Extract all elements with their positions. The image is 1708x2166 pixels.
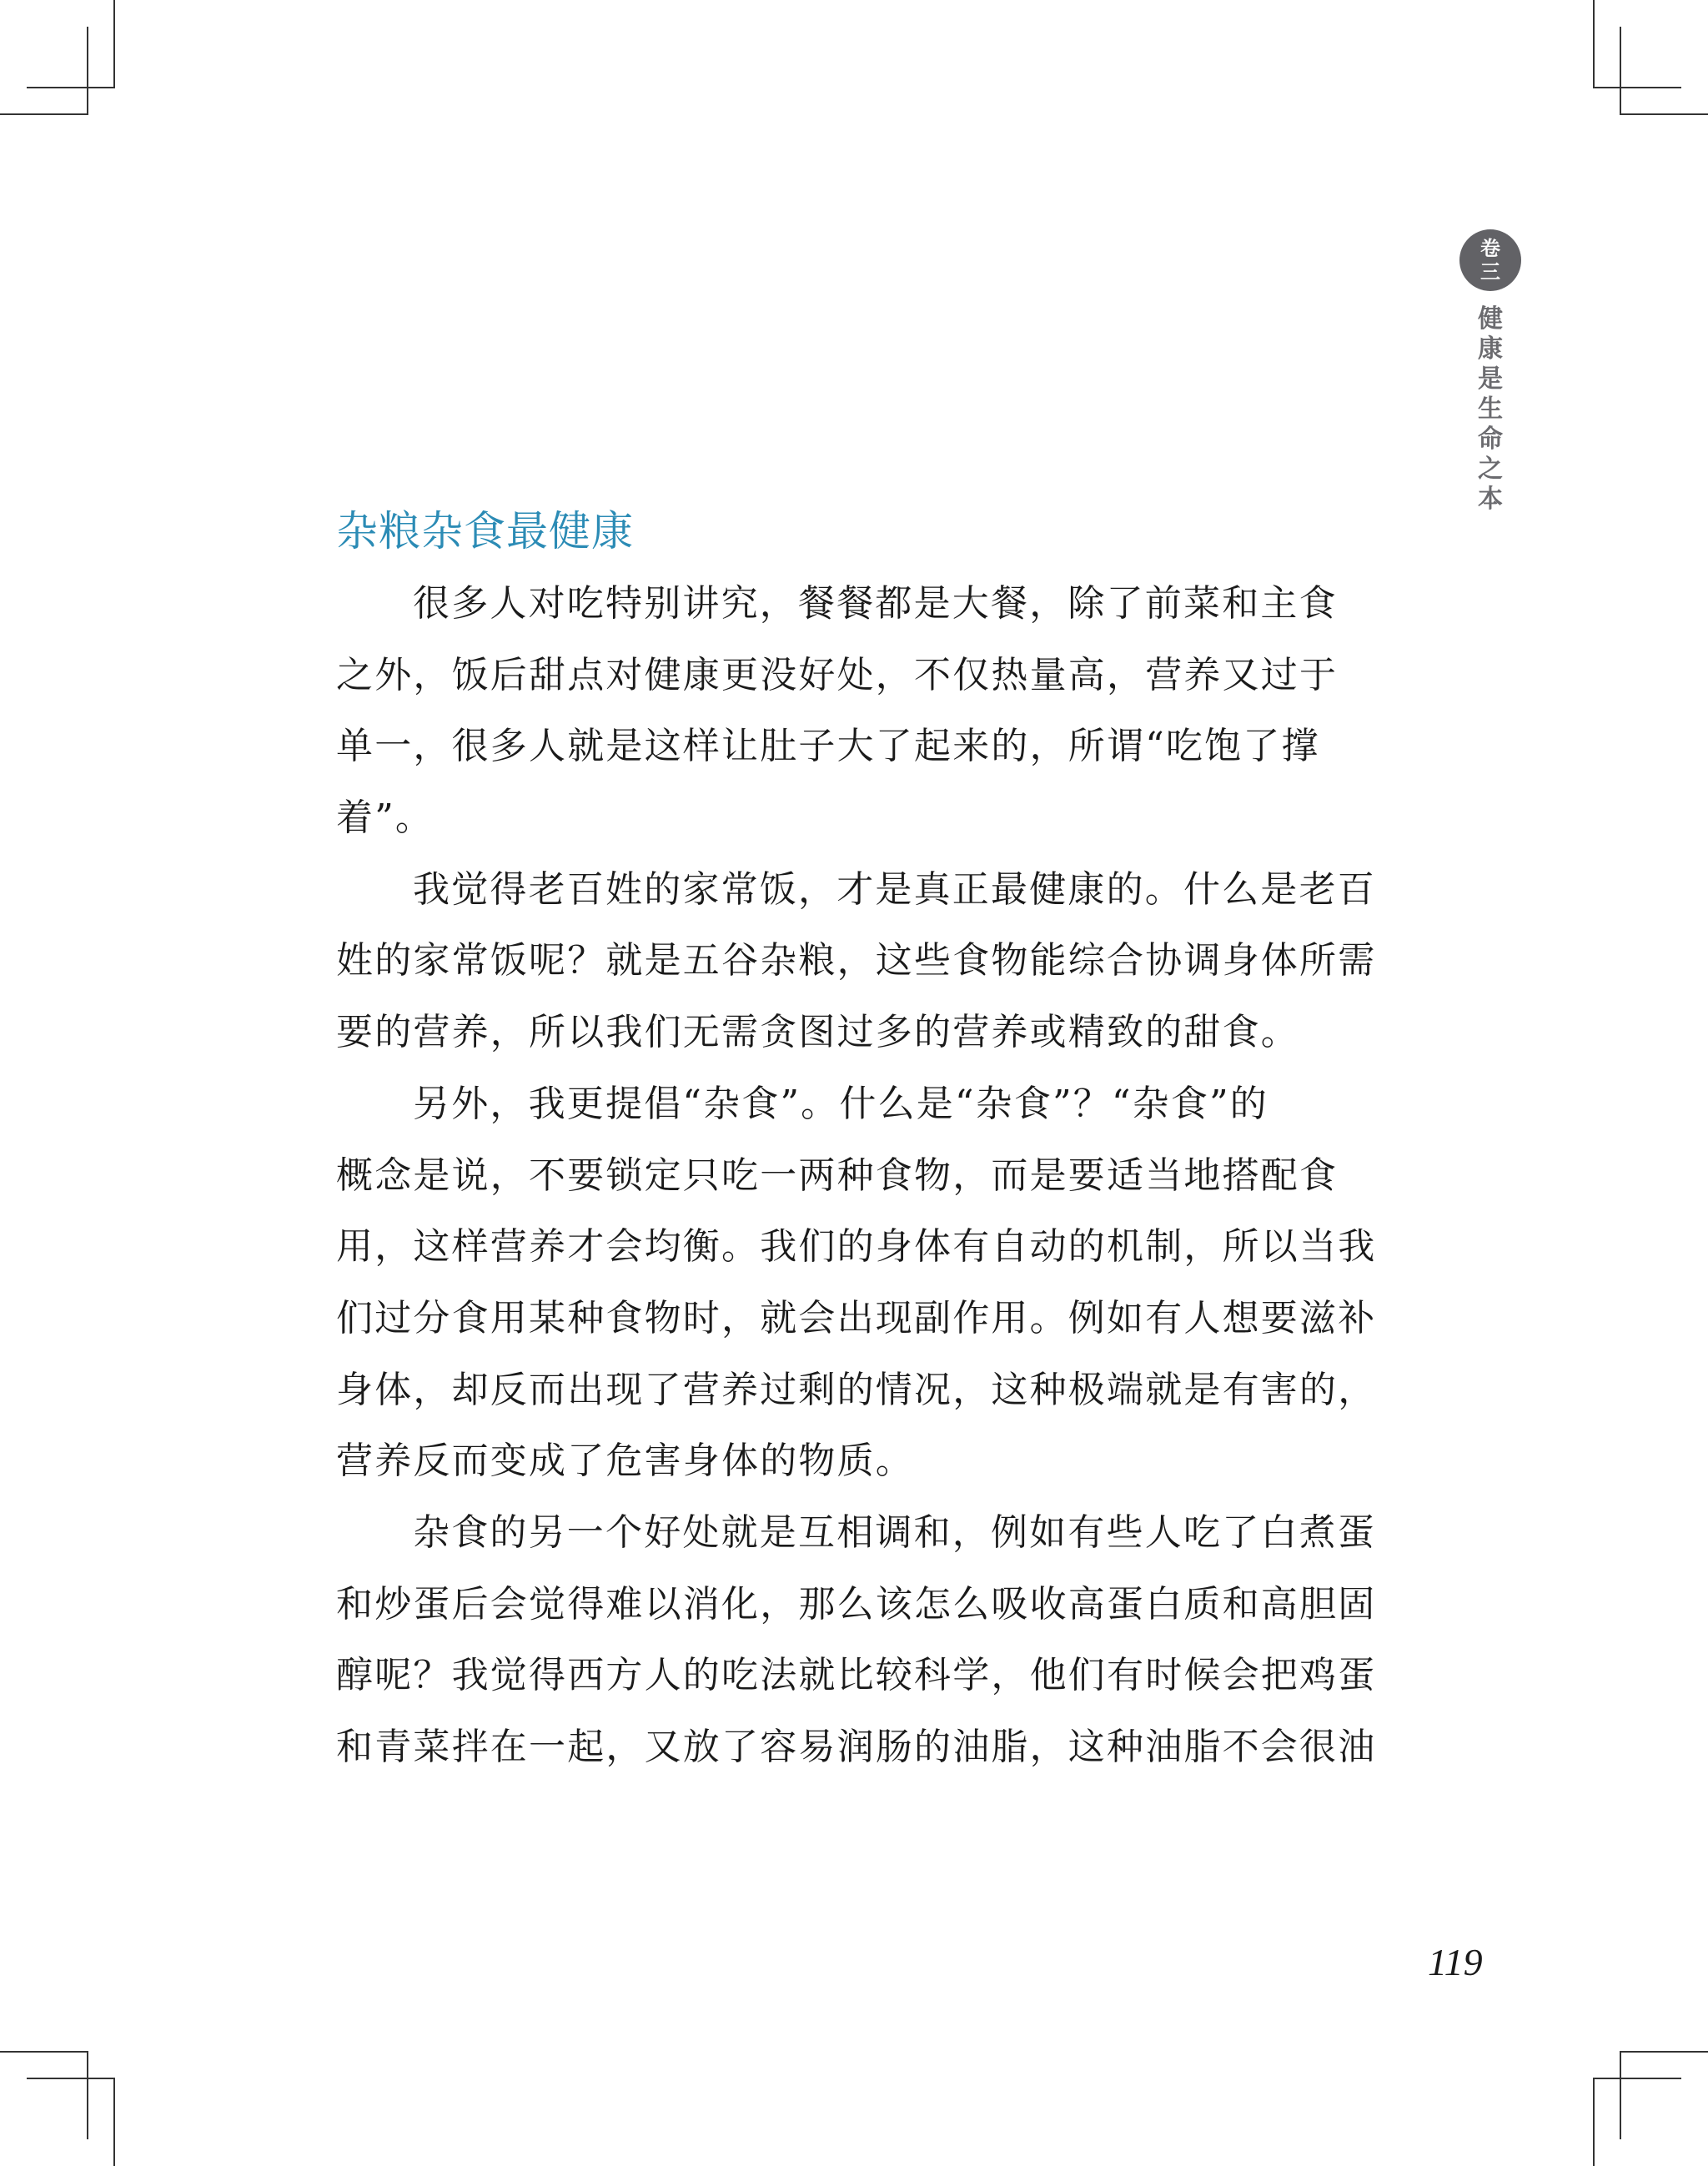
text-line: 和炒蛋后会觉得难以消化，那么该怎么吸收高蛋白质和高胆固	[336, 1582, 1377, 1626]
chapter-title-vertical	[1459, 304, 1521, 515]
text-line: 和青菜拌在一起，又放了容易润肠的油脂，这种油脂不会很油	[336, 1726, 1377, 1768]
text-line: 杂食的另一个好处就是互相调和，例如有些人吃了白煮蛋	[413, 1510, 1376, 1554]
crop-mark	[0, 113, 88, 115]
section-heading: 杂粮杂食最健康	[336, 507, 634, 555]
text-line: 们过分食用某种食物时，就会出现副作用。例如有人想要滋补	[336, 1296, 1377, 1339]
chapter-title-char: 康	[1478, 334, 1503, 364]
text-line: 概念是说，不要锁定只吃一两种食物，而是要适当地搭配食	[336, 1153, 1339, 1197]
crop-mark	[1620, 2051, 1708, 2053]
chapter-title-char: 是	[1478, 364, 1503, 394]
crop-mark	[1593, 0, 1595, 88]
volume-badge	[1459, 229, 1521, 291]
chapter-title-char: 命	[1478, 425, 1503, 454]
page-number: 119	[1428, 1941, 1483, 1983]
crop-mark	[27, 87, 114, 88]
text-line: 用，这样营养才会均衡。我们的身体有自动的机制，所以当我	[336, 1225, 1377, 1269]
volume-number-char: 三	[1480, 259, 1500, 284]
text-line: 单一，很多人就是这样让肚子大了起来的，所谓“吃饱了撑	[336, 725, 1320, 768]
crop-mark	[1620, 27, 1621, 114]
chapter-title-char: 本	[1478, 485, 1503, 514]
crop-mark	[1593, 2078, 1595, 2166]
crop-mark	[87, 2051, 88, 2139]
crop-mark	[1593, 2078, 1681, 2079]
text-line: 另外，我更提倡“杂食”。什么是“杂食”？“杂食”的	[413, 1082, 1268, 1125]
chapter-side-tab	[1459, 229, 1521, 515]
text-line: 醇呢？我觉得西方人的吃法就比较科学，他们有时候会把鸡蛋	[336, 1654, 1377, 1697]
text-line: 营养反而变成了危害身体的物质。	[336, 1440, 914, 1483]
crop-mark	[1593, 87, 1681, 88]
text-line: 身体，却反而出现了营养过剩的情况，这种极端就是有害的，	[336, 1368, 1377, 1411]
chapter-title-char: 之	[1478, 455, 1503, 484]
crop-mark	[27, 2078, 115, 2079]
chapter-title-char: 健	[1478, 304, 1503, 334]
text-line: 要的营养，所以我们无需贪图过多的营养或精致的甜食。	[336, 1011, 1299, 1054]
crop-mark	[0, 2051, 88, 2053]
text-line: 姓的家常饭呢？就是五谷杂粮，这些食物能综合协调身体所需	[336, 939, 1377, 982]
crop-mark	[113, 2078, 115, 2166]
volume-label-char: 卷	[1480, 236, 1500, 260]
crop-mark	[87, 27, 88, 114]
text-line: 我觉得老百姓的家常饭，才是真正最健康的。什么是老百	[413, 867, 1376, 911]
chapter-title-char: 生	[1478, 395, 1503, 424]
crop-mark	[1620, 2051, 1621, 2139]
crop-mark	[113, 0, 115, 88]
text-line: 很多人对吃特别讲究，餐餐都是大餐，除了前菜和主食	[413, 582, 1338, 625]
body-text	[336, 580, 1377, 1795]
crop-mark	[1620, 113, 1708, 115]
text-line: 之外，饭后甜点对健康更没好处，不仅热量高，营养又过于	[336, 653, 1339, 696]
text-line: 着”。	[336, 797, 435, 840]
